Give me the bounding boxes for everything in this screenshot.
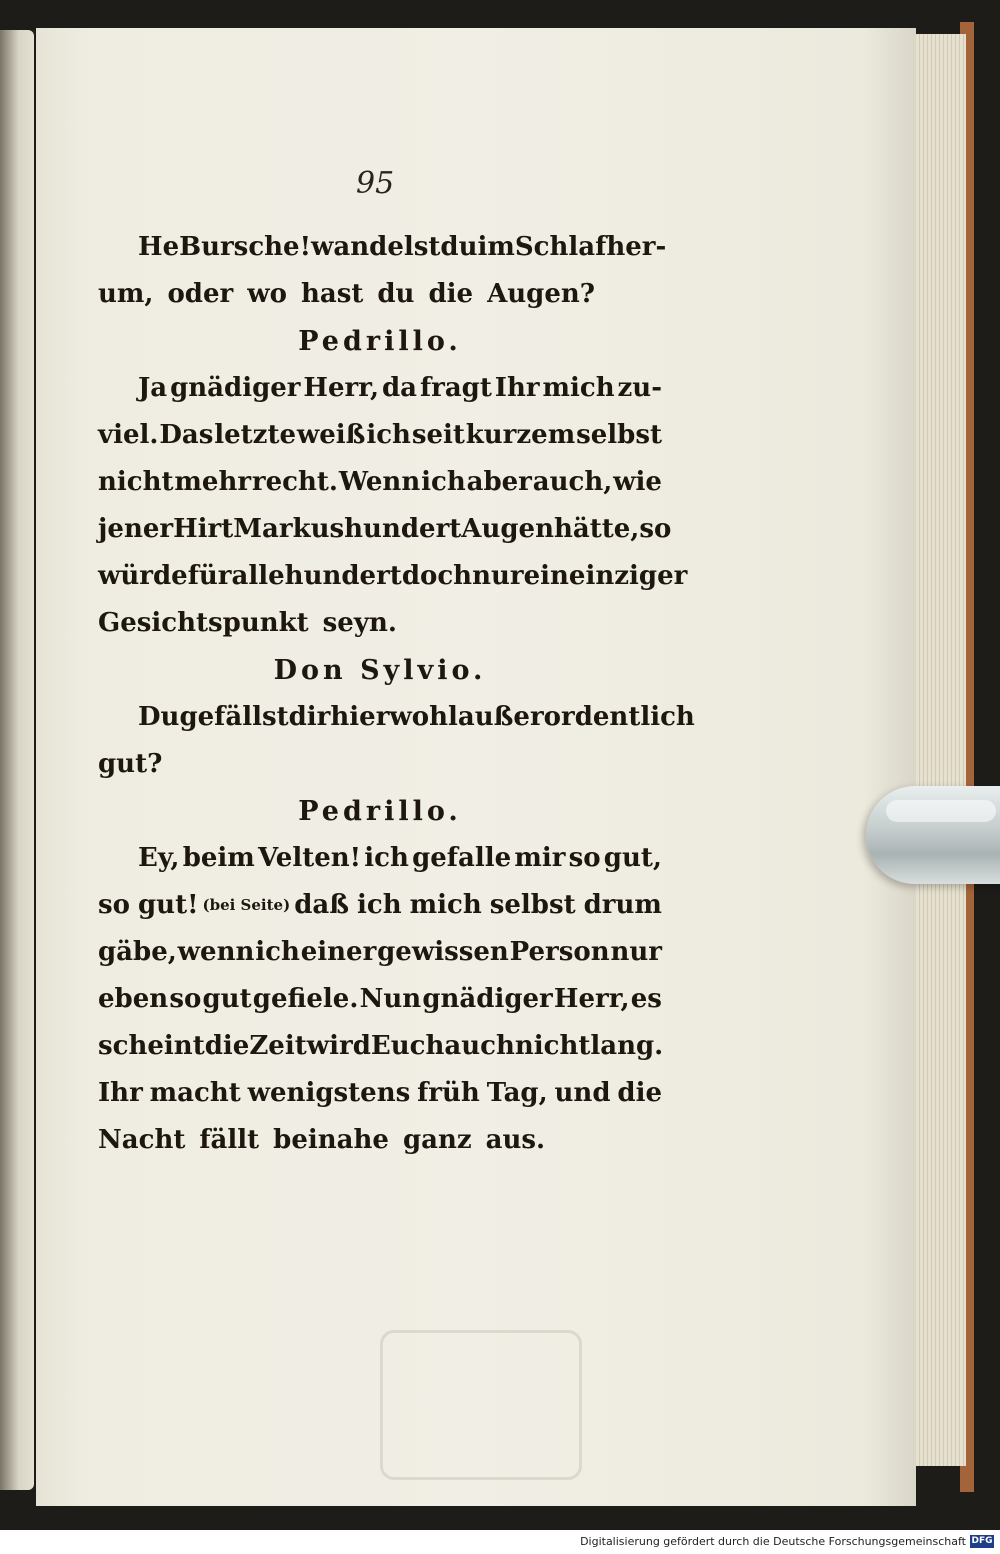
word: nur [610,937,662,967]
word: Herr, [553,984,630,1014]
word: so [568,843,601,873]
word: Gesichtspunkt [98,608,309,638]
word: gefalle [412,843,512,873]
word: da [382,373,418,403]
word: würde [98,561,188,591]
speaker-name: Don Sylvio. [273,655,487,686]
word: gewissen [377,937,509,967]
footer-credit: Digitalisierung gefördert durch die Deutsche Forschungsgemeinschaft [580,1535,966,1548]
word: wo [247,279,287,309]
word: Ihr [494,373,540,403]
word: Nun [359,984,422,1014]
word: letzte [214,420,296,450]
text-line [98,694,695,741]
word: aber [466,467,532,497]
word: du [377,279,415,309]
word: Augen? [487,279,596,309]
word: alle [231,561,285,591]
previous-page-edge [0,30,34,1490]
word: wandelst [311,232,441,262]
word: hast [300,279,364,309]
word: scheint [98,1031,205,1061]
word: Du [138,702,180,732]
text-line [98,506,672,553]
text-line [98,271,662,318]
word: die [204,1031,250,1061]
text-line [98,741,662,788]
library-stamp-bleed [380,1330,582,1480]
word: mich [409,890,482,920]
word: zu- [617,373,662,403]
word: gut! [137,890,199,920]
text-line [98,882,662,929]
word: dir [288,702,331,732]
word: daß [294,890,349,920]
word: nicht [514,1031,591,1061]
text-line [98,835,662,882]
word: recht. [251,467,338,497]
word: her- [606,232,667,262]
word: seyn. [322,608,397,638]
word: Nacht [98,1125,186,1155]
word: gäbe, [98,937,177,967]
text-line [98,600,662,647]
stage-direction: (bei Seite) [202,896,291,914]
word: beinahe [273,1125,389,1155]
word: gefiele. [252,984,359,1014]
word: früh [417,1078,480,1108]
page-clip [852,780,1000,892]
word: selbst [489,890,576,920]
word: hätte, [553,514,640,544]
word: wird [306,1031,371,1061]
text-line [98,412,662,459]
word: für [187,561,232,591]
word: nur [472,561,524,591]
word: Augen [461,514,554,544]
page-number: 95 [356,166,395,201]
word: Wenn [338,467,421,497]
text-line [98,976,662,1023]
word: wenn [177,937,255,967]
word: um, [98,279,154,309]
word: lang. [590,1031,664,1061]
word: mir [514,843,566,873]
footer-bar [0,1530,1000,1554]
word: so [98,890,130,920]
word: selbst [576,420,662,450]
word: eben [98,984,169,1014]
word: ganz [402,1125,472,1155]
word: He [138,232,180,262]
word: doch [401,561,473,591]
word: Ihr [98,1078,143,1108]
word: im [477,232,515,262]
word: ich [356,890,402,920]
word: gut, [603,843,662,873]
word: ich [366,420,411,450]
word: weiß [296,420,366,450]
word: Tag, [486,1078,548,1108]
word: oder [167,279,234,309]
word: außerordentlich [457,702,695,732]
word: einziger [568,561,688,591]
word: wenigstens [247,1078,411,1108]
word: viel. [98,420,159,450]
text-line [98,459,662,506]
word: ich [364,843,409,873]
word: beim [182,843,255,873]
text-line [98,553,688,600]
word: aus. [485,1125,546,1155]
word: Velten! [257,843,362,873]
word: macht [149,1078,241,1108]
word: mehr [174,467,252,497]
word: gut? [98,749,163,779]
dfg-logo-icon: DFG [971,1536,993,1546]
word: Hirt [173,514,234,544]
word: Schlaf [514,232,607,262]
word: gut [202,984,252,1014]
word: und [554,1078,611,1108]
word: so [639,514,672,544]
word: gefällst [179,702,289,732]
word: Euch [370,1031,445,1061]
word: nicht [98,467,174,497]
word: die [617,1078,662,1108]
word: einer [300,937,377,967]
word: kurzem [465,420,576,450]
word: die [428,279,474,309]
word: wie [613,467,662,497]
word: auch [444,1031,515,1061]
text-line [98,224,667,271]
word: du [440,232,478,262]
word: fällt [199,1125,260,1155]
word: Person [509,937,610,967]
word: fragt [419,373,492,403]
word: hier [330,702,390,732]
page-text [98,224,695,1164]
word: es [630,984,662,1014]
word: Markus [233,514,345,544]
word: so [169,984,202,1014]
word: mich [542,373,615,403]
speaker-name: Pedrillo. [298,326,462,357]
text-line [98,1023,662,1070]
word: hundert [284,561,402,591]
word: hundert [344,514,462,544]
speaker-name: Pedrillo. [298,796,462,827]
word: jener [98,514,174,544]
text-line [98,365,662,412]
word: Das [159,420,214,450]
word: auch, [532,467,613,497]
word: Bursche! [179,232,312,262]
text-line [98,1070,662,1117]
page-block-edges [908,34,966,1466]
text-line [98,929,662,976]
word: Ey, [138,843,180,873]
text-line [98,1117,662,1164]
word: ich [421,467,466,497]
word: ich [255,937,300,967]
word: Ja [138,373,168,403]
word: gnädiger [170,373,301,403]
word: wohl [389,702,458,732]
word: Zeit [249,1031,307,1061]
word: drum [583,890,662,920]
word: seit [411,420,465,450]
word: Herr, [303,373,380,403]
word: gnädiger [422,984,553,1014]
word: ein [523,561,569,591]
